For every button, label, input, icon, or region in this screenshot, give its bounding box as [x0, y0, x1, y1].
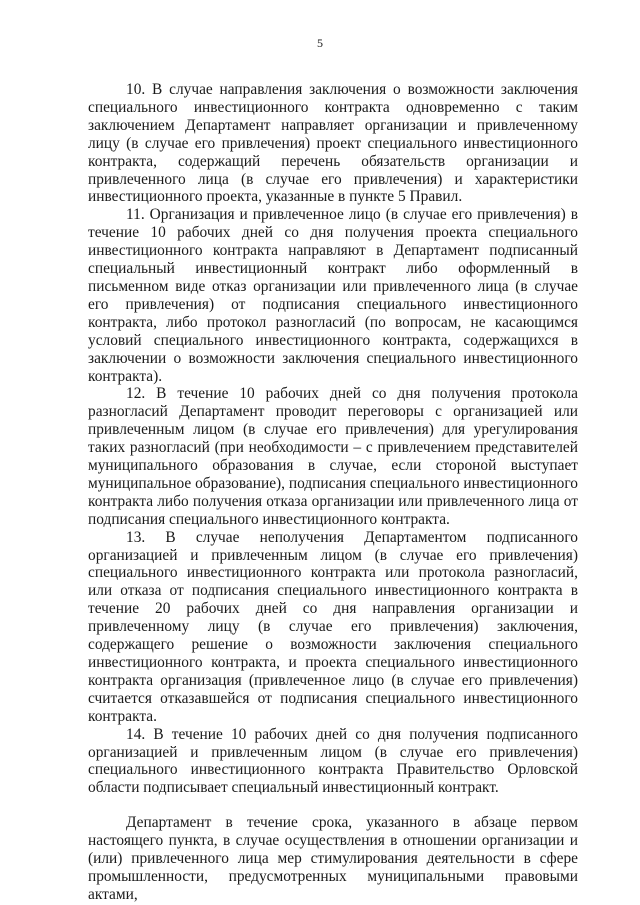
paragraph-13: 13. В случае неполучения Департаментом подписанного организацией и привлеченным лицом (в случае его привлечения) специального инвестиционного контракта или протокола разногласий, или отказа от подписания специального инвестиционного контракта в течение 20 рабочих дней со дня направления организации и привлеченному лицу (в случае его привлечения) заключения, содержащего решение о возможности заключения специального инвестиционного контракта, и проекта специального инвестиционного контракта организация (привлеченное лицо (в случае его привлечения) считается отказавшейся от подписания специального инвестиционного контракта.	[88, 528, 578, 725]
paragraph-11: 11. Организация и привлеченное лицо (в случае его привлечения) в течение 10 рабочих дней со дня получения проекта специального инвестиционного контракта направляют в Департамент подписанный специальный инвестиционный контракт либо оформленный в письменном виде отказ организации или привлеченного лица (в случае его привлечения) от подписания специального инвестиционного контракта, либо протокол разногласий (по вопросам, не касающимся условий специального инвестиционного контракта, содержащихся в заключении о возможности заключения специального инвестиционного контракта).	[88, 206, 578, 385]
paragraph-12: 12. В течение 10 рабочих дней со дня получения протокола разногласий Департамент проводит переговоры с организацией или привлеченным лицом (в случае его привлечения) для урегулирования таких разногласий (при необходимости – с привлечением представителей муниципального образования в случае, если стороной выступает муниципальное образование), подписания специального инвестиционного контракта либо получения отказа организации или привлеченного лица от подписания специального инвестиционного контракта.	[88, 385, 578, 528]
document-body	[88, 81, 578, 904]
page-number: 5	[317, 36, 323, 50]
paragraph-14-continuation: Департамент в течение срока, указанного в абзаце первом настоящего пункта, в случае осуществления в отношении организации и (или) привлеченного лица мер стимулирования деятельности в сфере промышленности, предусмотренных муниципальными правовыми актами,	[88, 814, 578, 903]
paragraph-14: 14. В течение 10 рабочих дней со дня получения подписанного организацией и привлеченным лицом (в случае его привлечения) специального инвестиционного контракта Правительство Орловской области подписывает специальный инвестиционный контракт.	[88, 725, 578, 797]
paragraph-10: 10. В случае направления заключения о возможности заключения специального инвестиционного контракта одновременно с таким заключением Департамент направляет организации и привлеченному лицу (в случае его привлечения) проект специального инвестиционного контракта, содержащий перечень обязательств организации и привлеченного лица (в случае его привлечения) и характеристики инвестиционного проекта, указанные в пункте 5 Правил.	[88, 81, 578, 206]
